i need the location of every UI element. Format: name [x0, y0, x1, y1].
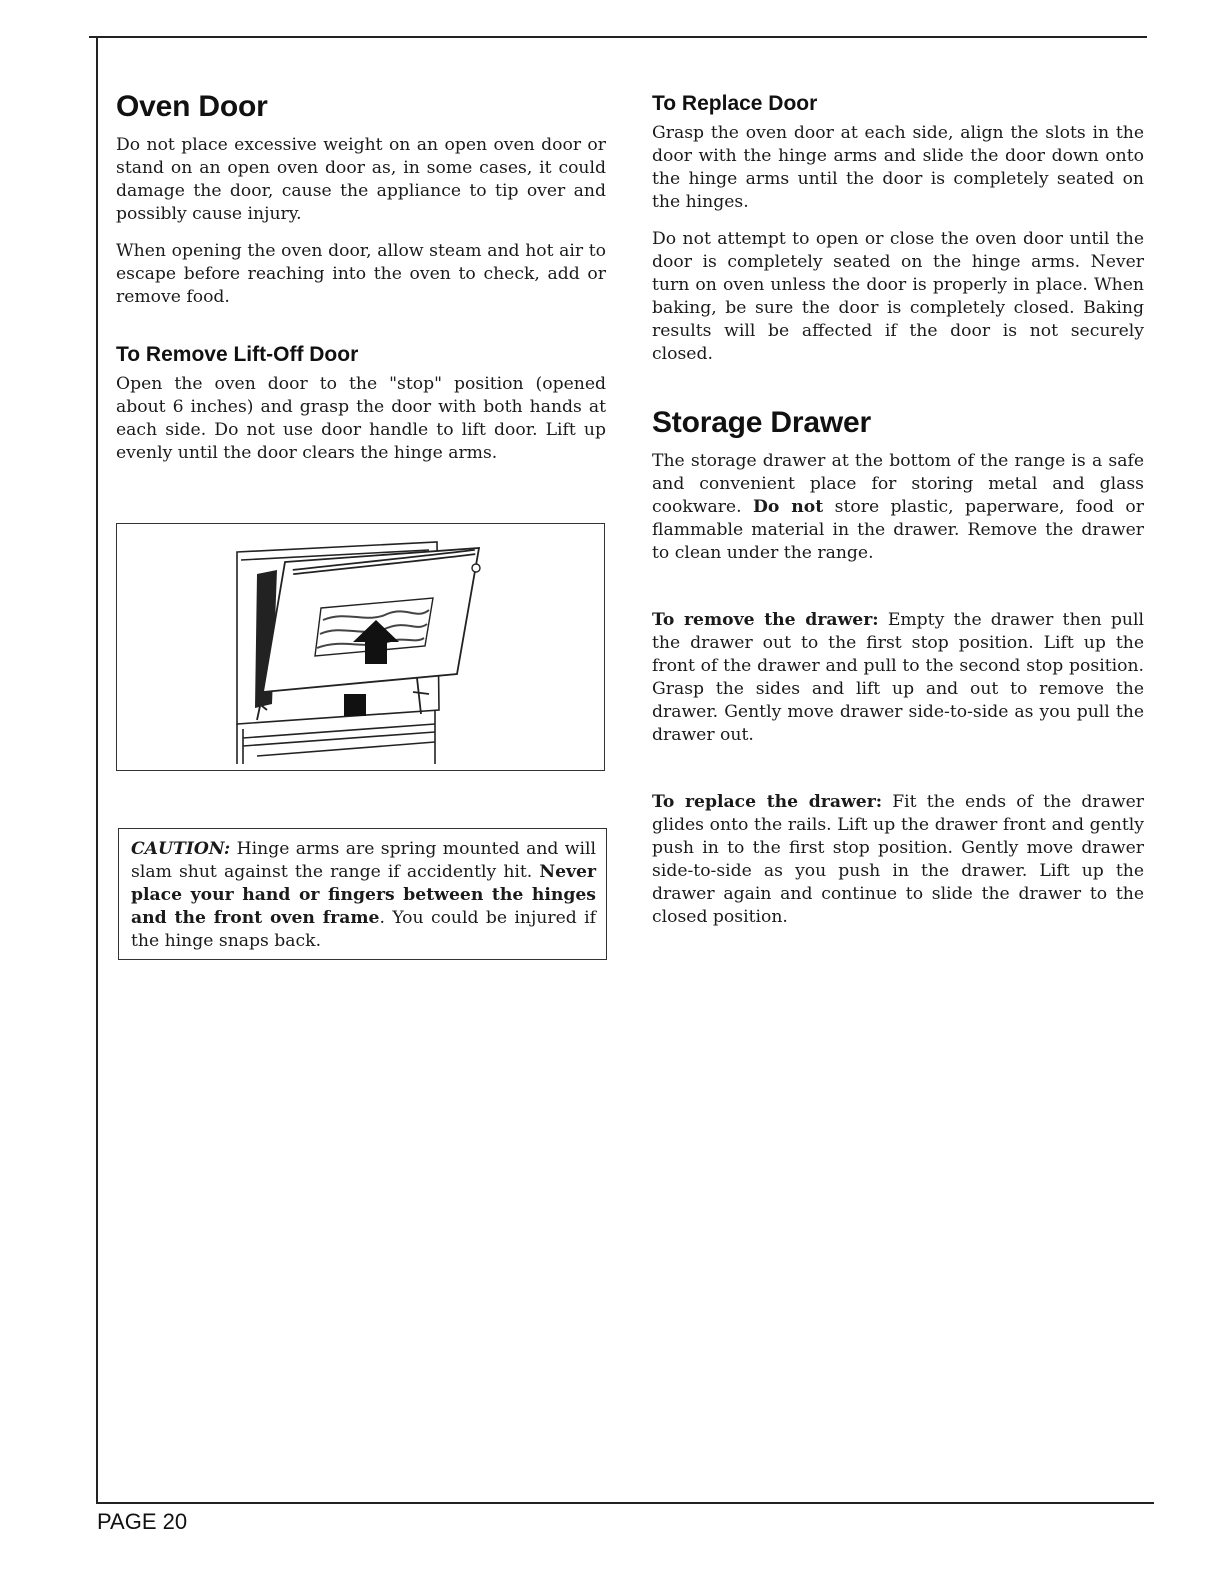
right-column: [652, 92, 1144, 929]
remove-door-paragraph: Open the oven door to the "stop" position (opened about 6 inches) and grasp the door with both hands at each side. Do not use door handle to lift door. Lift up evenly until the door clears the hinge arms.: [116, 374, 606, 463]
caution-text-1: Hinge arms are spring mounted and will slam shut against the range if accidently hit.: [131, 839, 596, 882]
storage-drawer-intro: [652, 450, 1144, 565]
caution-box: [118, 828, 607, 960]
storage-intro-b: store plastic, paperware, food or flammable material in the drawer. Remove the drawer to clean under the range.: [652, 497, 1144, 563]
replace-door-paragraph-2: Do not attempt to open or close the oven door until the door is completely seated on the hinge arms. Never turn on oven unless the door is properly in place. When baking, be sure the door is completely closed. Baking results will be affected if the door is not securely closed.: [652, 229, 1144, 364]
oven-door-title: Oven Door: [116, 90, 268, 123]
replace-door-title: To Replace Door: [652, 92, 818, 115]
remove-drawer-lead: To remove the drawer:: [652, 610, 879, 630]
caution-text-2: . You could be injured if the hinge snaps back.: [131, 908, 596, 951]
left-rule: [96, 37, 98, 1502]
oven-door-paragraph-1: Do not place excessive weight on an open oven door or stand on an open oven door as, in some cases, it could damage the door, cause the appliance to tip over and possibly cause injury.: [116, 135, 606, 224]
replace-drawer-lead: To replace the drawer:: [652, 792, 883, 812]
storage-intro-a: The storage drawer at the bottom of the range is a safe and convenient place for storing metal and glass cookware.: [652, 451, 1144, 517]
remove-drawer-paragraph: [652, 609, 1144, 747]
caution-paragraph: [131, 838, 596, 953]
bottom-rule: [96, 1502, 1154, 1504]
remove-door-title: To Remove Lift-Off Door: [116, 343, 359, 366]
storage-intro-emphasis: Do not: [752, 497, 824, 517]
storage-drawer-title: Storage Drawer: [652, 406, 871, 439]
oven-door-paragraph-2: When opening the oven door, allow steam and hot air to escape before reaching into the oven to check, add or remove food.: [116, 241, 606, 307]
left-column: [116, 90, 606, 465]
remove-drawer-text: Empty the drawer then pull the drawer out to the first stop position. Lift up the front of the drawer and pull to the second stop position. Grasp the sides and lift up and out to remove the drawer. Gently move drawer side-to-side as you pull the drawer out.: [652, 610, 1144, 745]
page-number: PAGE 20: [97, 1509, 188, 1534]
oven-door-figure: [116, 523, 605, 771]
replace-drawer-text: Fit the ends of the drawer glides onto the rails. Lift up the drawer front and gently push in to the first stop position. Gently move drawer side-to-side as you push in the drawer. Lift up the drawer again and continue to slide the drawer to the closed position.: [652, 792, 1144, 927]
caution-label: CAUTION:: [131, 839, 231, 859]
top-rule: [89, 36, 1147, 38]
replace-drawer-paragraph: [652, 791, 1144, 929]
oven-door-removal-icon: [117, 524, 604, 770]
replace-door-paragraph-1: Grasp the oven door at each side, align the slots in the door with the hinge arms and slide the door down onto the hinge arms until the door is completely seated on the hinges.: [652, 123, 1144, 212]
caution-emphasis: Never place your hand or fingers between the hinges and the front oven frame: [131, 862, 596, 928]
